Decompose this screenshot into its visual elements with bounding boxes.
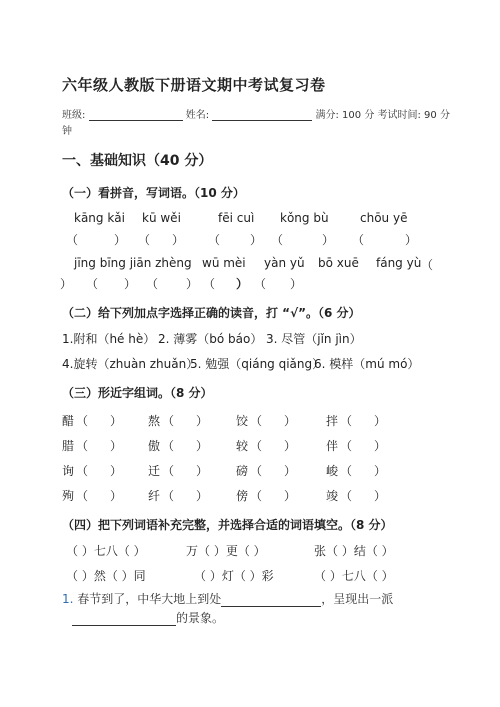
reading-choice-item[interactable]: 4.旋转（zhuàn zhuǎn）: [62, 357, 199, 371]
similar-char: 醋: [62, 414, 75, 428]
pinyin-item: jīng bīng jiān zhèng: [74, 256, 192, 270]
section-basic-knowledge-title: 一、基础知识（40 分）: [62, 153, 213, 169]
part4-title: （四）把下列词语补充完整，并选择合适的词语填空。（8 分）: [62, 518, 393, 532]
similar-char: 傍: [236, 489, 249, 503]
part3-title: （三）形近字组词。（8 分）: [62, 386, 213, 400]
similar-char: 竣: [326, 489, 339, 503]
answer-paren-close[interactable]: ）: [60, 277, 73, 291]
answer-paren-close[interactable]: ）: [284, 489, 297, 503]
answer-paren-open[interactable]: （: [208, 233, 221, 247]
answer-paren-open[interactable]: （: [66, 233, 79, 247]
similar-char: 饺: [236, 414, 249, 428]
fill-sentence-line2: [72, 609, 224, 626]
answer-paren-open[interactable]: （: [340, 439, 353, 453]
answer-paren-open[interactable]: （: [340, 414, 353, 428]
answer-paren-close[interactable]: ）: [374, 414, 387, 428]
pinyin-item: yàn yǔ: [264, 256, 305, 270]
answer-paren-open[interactable]: （: [340, 489, 353, 503]
answer-paren-close[interactable]: ）: [196, 439, 209, 453]
answer-paren-close[interactable]: ）: [250, 233, 263, 247]
part2-title: （二）给下列加点字选择正确的读音，打 “√”。（6 分）: [62, 306, 361, 320]
answer-paren-close[interactable]: ）: [405, 233, 418, 247]
similar-char: 磅: [236, 464, 249, 478]
fill-sentence-line1: [62, 590, 393, 607]
answer-paren-close[interactable]: ）: [110, 489, 123, 503]
answer-paren-open[interactable]: （: [76, 439, 89, 453]
similar-char: 腊: [62, 439, 75, 453]
answer-paren-open[interactable]: （: [340, 464, 353, 478]
similar-char: 傲: [148, 439, 161, 453]
idiom-fill-item[interactable]: （ ）七八（ ）: [314, 569, 394, 583]
answer-paren-close[interactable]: ）: [114, 233, 127, 247]
sentence-part-c: 的景象。: [176, 611, 225, 625]
pinyin-item: bō xuē: [318, 256, 359, 270]
answer-paren-close[interactable]: ）: [236, 277, 249, 291]
answer-paren-open[interactable]: （: [250, 464, 263, 478]
reading-choice-item[interactable]: 1.附和（hé hè）: [62, 332, 156, 346]
pinyin-item: kāng kǎi: [74, 211, 125, 225]
answer-paren-close[interactable]: ）: [124, 277, 137, 291]
answer-paren-close[interactable]: ）: [110, 414, 123, 428]
answer-paren-close[interactable]: ）: [374, 464, 387, 478]
fill-blank[interactable]: [221, 595, 321, 607]
answer-paren-close[interactable]: ）: [290, 277, 303, 291]
name-blank[interactable]: [212, 110, 312, 121]
class-blank[interactable]: [89, 110, 183, 121]
answer-paren-close[interactable]: ）: [196, 414, 209, 428]
pinyin-item: fáng yù: [376, 256, 422, 270]
answer-paren-close[interactable]: ）: [110, 439, 123, 453]
answer-paren-close[interactable]: ）: [110, 464, 123, 478]
answer-paren-close[interactable]: ）: [196, 464, 209, 478]
idiom-fill-item[interactable]: （ ）然（ ）同: [66, 569, 146, 583]
answer-paren-close[interactable]: ）: [284, 439, 297, 453]
idiom-fill-item[interactable]: （ ）七八（ ）: [66, 544, 146, 558]
answer-paren-close[interactable]: ）: [172, 233, 185, 247]
page-title: 六年级人教版下册语文期中考试复习卷: [62, 76, 326, 94]
pinyin-item: fēi cuì: [218, 211, 255, 225]
similar-char: 拌: [326, 414, 339, 428]
answer-paren-open[interactable]: （: [250, 414, 263, 428]
answer-paren-close[interactable]: ）: [374, 489, 387, 503]
pinyin-item: wū mèi: [202, 256, 246, 270]
similar-char: 峻: [326, 464, 339, 478]
answer-paren-open[interactable]: （: [254, 277, 267, 291]
pinyin-item: chōu yē: [360, 211, 408, 225]
part1-title: （一）看拼音，写词语。（10 分）: [62, 186, 245, 200]
answer-paren-open[interactable]: （: [146, 277, 159, 291]
idiom-fill-item[interactable]: 张（ ）结（ ）: [314, 544, 394, 558]
similar-char: 询: [62, 464, 75, 478]
answer-paren-close[interactable]: ）: [374, 439, 387, 453]
answer-paren-open[interactable]: （: [86, 277, 99, 291]
similar-char: 迁: [148, 464, 161, 478]
answer-paren-close[interactable]: ）: [284, 464, 297, 478]
answer-paren-open[interactable]: （: [138, 233, 151, 247]
answer-paren-open[interactable]: （: [76, 489, 89, 503]
answer-paren-open[interactable]: （: [203, 277, 216, 291]
sentence-part-b: ，呈现出一派: [321, 592, 394, 606]
class-label: 班级:: [62, 110, 86, 121]
sentence-part-a: 春节到了，中华大地上到处: [77, 592, 222, 606]
answer-paren-close[interactable]: ）: [322, 233, 335, 247]
answer-paren-close[interactable]: ）: [186, 277, 199, 291]
similar-char: 伴: [326, 439, 339, 453]
reading-choice-item[interactable]: 5. 勉强（qiáng qiǎng）: [190, 357, 325, 371]
similar-char: 纤: [148, 489, 161, 503]
answer-paren-open[interactable]: （: [162, 489, 175, 503]
answer-paren-open[interactable]: （: [421, 258, 434, 272]
similar-char: 熬: [148, 414, 161, 428]
answer-paren-open[interactable]: （: [162, 439, 175, 453]
answer-paren-open[interactable]: （: [250, 489, 263, 503]
pinyin-item: kū wěi: [142, 211, 181, 225]
reading-choice-item[interactable]: 6. 模样（mú mó）: [314, 357, 420, 371]
fill-blank[interactable]: [72, 614, 176, 626]
question-number: 1.: [62, 592, 74, 606]
answer-paren-open[interactable]: （: [352, 233, 365, 247]
answer-paren-open[interactable]: （: [162, 414, 175, 428]
similar-char: 殉: [62, 489, 75, 503]
idiom-fill-item[interactable]: 万（ ）更（ ）: [186, 544, 266, 558]
answer-paren-open[interactable]: （: [76, 414, 89, 428]
pinyin-item: kǒng bù: [280, 211, 329, 225]
idiom-fill-item[interactable]: （ ）灯（ ）彩: [194, 569, 274, 583]
answer-paren-open[interactable]: （: [250, 439, 263, 453]
student-info-line: [62, 106, 450, 121]
name-label: 姓名:: [185, 110, 210, 121]
similar-char: 较: [236, 439, 249, 453]
score-time-text: 满分: 100 分 考试时间: 90 分: [315, 110, 450, 121]
answer-paren-close[interactable]: ）: [196, 489, 209, 503]
answer-paren-close[interactable]: ）: [284, 414, 297, 428]
reading-choice-item[interactable]: 2. 薄雾（bó báo）: [158, 332, 263, 346]
answer-paren-open[interactable]: （: [271, 233, 284, 247]
reading-choice-item[interactable]: 3. 尽管（jǐn jìn）: [266, 332, 362, 346]
answer-paren-open[interactable]: （: [162, 464, 175, 478]
score-time-wrap: 钟: [62, 126, 72, 137]
answer-paren-open[interactable]: （: [76, 464, 89, 478]
